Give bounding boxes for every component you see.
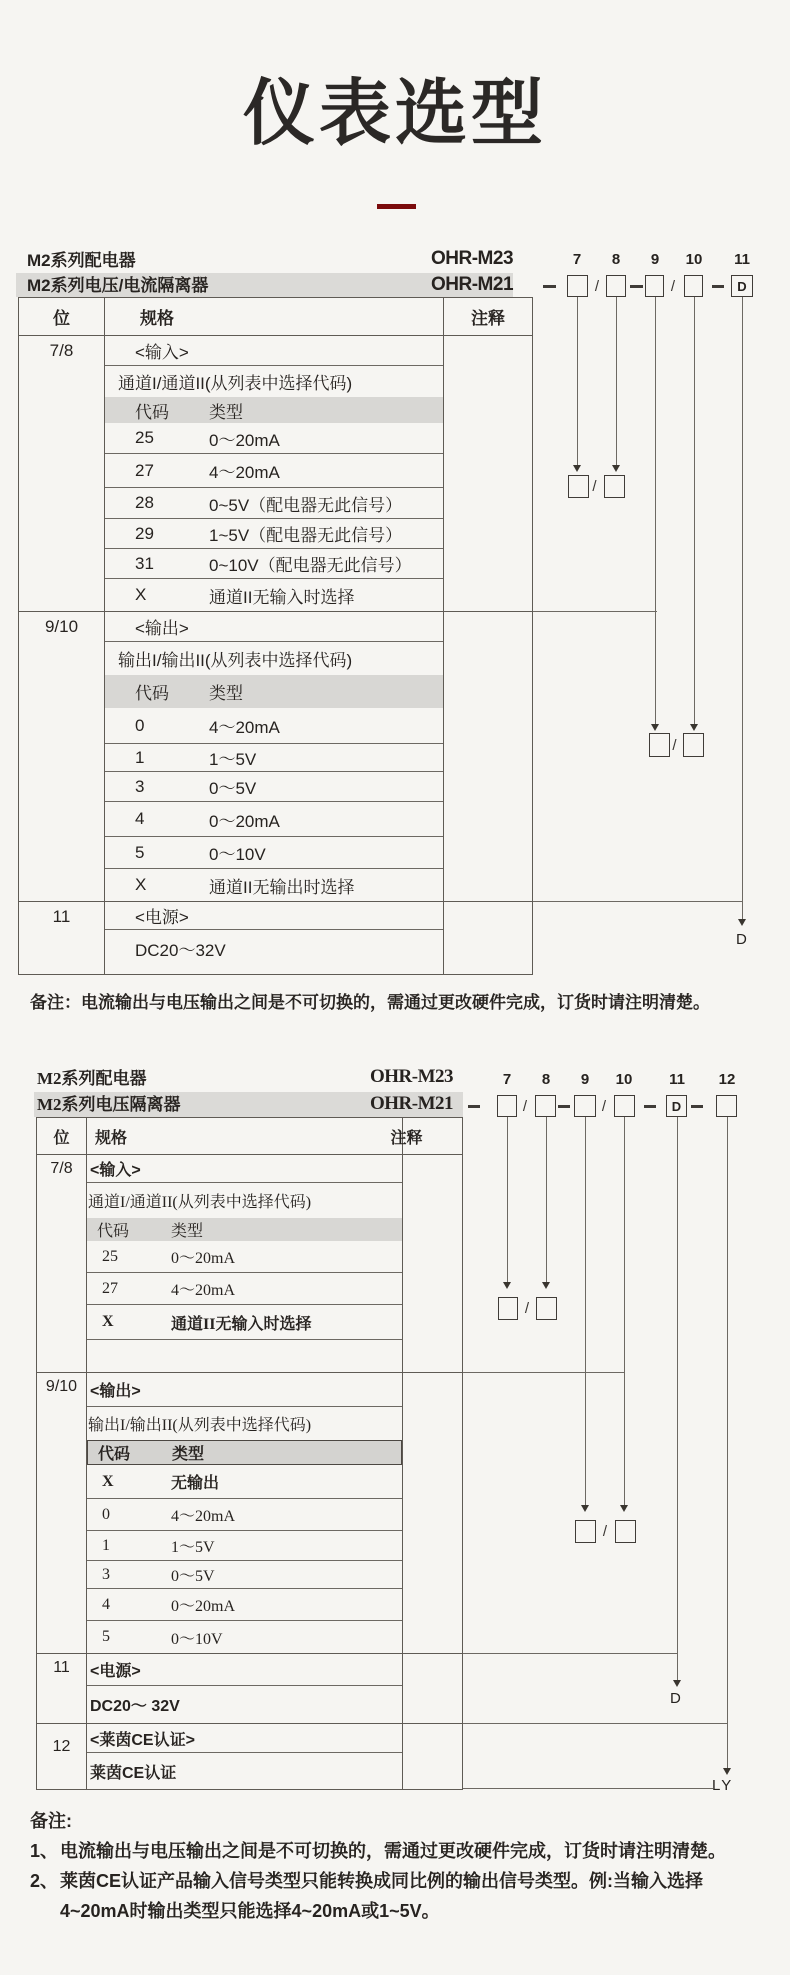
connector-line-7 xyxy=(507,1117,508,1283)
product-model-m23: OHR-M23 xyxy=(431,248,514,269)
row-label: <电源> xyxy=(90,1663,141,1680)
code-row xyxy=(105,423,443,454)
code-row xyxy=(105,549,443,579)
code-row xyxy=(105,802,443,837)
code-box-8 xyxy=(606,275,626,297)
code-value: 4 xyxy=(102,1595,110,1613)
position-cell: 11 xyxy=(37,1654,87,1723)
code-value: 0 xyxy=(102,1505,110,1523)
position-cell: 11 xyxy=(19,902,105,974)
table-group-power xyxy=(37,1653,462,1723)
code-row xyxy=(87,1465,402,1499)
col-header-position: 位 xyxy=(19,298,105,335)
arrow-down-marker xyxy=(503,1282,511,1289)
code-box-7 xyxy=(497,1095,517,1117)
row-subtitle: 输出I/输出II(从列表中选择代码) xyxy=(88,1417,312,1434)
row-extension-line xyxy=(463,1372,624,1373)
table-group-output xyxy=(37,1372,462,1653)
code-value: 28 xyxy=(135,493,154,512)
table-group-power xyxy=(19,901,532,974)
input-callout-box-2 xyxy=(536,1297,557,1320)
row-extension-line xyxy=(463,1653,677,1654)
power-code-label: D xyxy=(736,931,747,948)
code-slash: / xyxy=(522,1097,528,1115)
code-box-10 xyxy=(614,1095,635,1117)
note-number: 1、 xyxy=(30,1841,59,1861)
code-value: 4 xyxy=(135,809,145,828)
power-code-label: D xyxy=(670,1690,681,1707)
code-row xyxy=(87,1499,402,1531)
code-row xyxy=(87,1621,402,1653)
row-extension-line xyxy=(463,1788,713,1789)
code-dash xyxy=(468,1105,480,1108)
note-header-text: 注释 xyxy=(390,1129,423,1147)
digit-label-7: 7 xyxy=(502,1071,512,1088)
position-cell: 12 xyxy=(37,1724,87,1789)
code-row xyxy=(87,1305,402,1340)
product-model-m21: OHR-M21 xyxy=(370,1093,454,1114)
digit-label-8: 8 xyxy=(541,1071,551,1088)
type-value: 0～20mA xyxy=(171,1250,236,1267)
type-value: 1~5V（配电器无此信号） xyxy=(209,526,403,545)
selection-table-2 xyxy=(36,1117,463,1790)
row-subtitle: 通道I/通道II(从列表中选择代码) xyxy=(88,1194,312,1211)
note-number: 2、 xyxy=(30,1871,59,1891)
output-callout-box-2 xyxy=(615,1520,636,1543)
product-name-m23: M2系列配电器 xyxy=(37,1069,147,1088)
code-type-header-row xyxy=(87,1440,402,1465)
code-row xyxy=(87,1241,402,1273)
code-box-11-d: D xyxy=(666,1095,687,1117)
code-slash: / xyxy=(594,277,600,295)
input-callout-box-2 xyxy=(604,475,625,498)
product-name-m21: M2系列电压/电流隔离器 xyxy=(27,276,209,295)
ce-code-label: LY xyxy=(712,1777,734,1794)
type-value: 0~10V（配电器无此信号） xyxy=(209,556,412,575)
code-row xyxy=(105,488,443,519)
code-value: 0 xyxy=(135,715,145,735)
input-callout-box-1 xyxy=(568,475,589,498)
digit-label-11: 11 xyxy=(734,251,750,268)
type-value: 无输出 xyxy=(171,1475,220,1492)
arrow-down-marker xyxy=(581,1505,589,1512)
row-label: <输入> xyxy=(90,1162,141,1179)
table-group-input xyxy=(19,336,532,611)
code-dash xyxy=(644,1105,656,1108)
power-value: DC20～32V xyxy=(135,941,226,960)
code-header: 代码 xyxy=(98,1446,131,1463)
spec-label-row xyxy=(105,902,443,930)
code-box-9 xyxy=(645,275,664,297)
table-group-input xyxy=(37,1155,462,1372)
note-cell xyxy=(402,1155,462,1372)
code-row xyxy=(105,579,443,611)
connector-line-10 xyxy=(694,297,695,725)
code-slash: / xyxy=(524,1300,530,1317)
spacer-row xyxy=(87,1340,402,1372)
digit-label-8: 8 xyxy=(611,251,621,268)
arrow-down-marker xyxy=(723,1768,731,1775)
code-row xyxy=(105,708,443,744)
code-value: X xyxy=(135,585,147,604)
code-box-7 xyxy=(567,275,588,297)
code-value: 3 xyxy=(135,776,145,796)
row-subtitle: 输出I/输出II(从列表中选择代码) xyxy=(118,651,353,670)
type-value: 0～20mA xyxy=(171,1598,236,1615)
digit-label-9: 9 xyxy=(650,251,660,268)
connector-line-9 xyxy=(585,1117,586,1506)
code-value: 1 xyxy=(135,747,145,767)
code-value: X xyxy=(135,875,147,894)
row-extension-line xyxy=(463,1723,727,1724)
type-value: 4～20mA xyxy=(209,718,280,737)
code-type-header-row xyxy=(105,675,443,708)
output-callout-box-2 xyxy=(683,733,704,757)
spec-label-row xyxy=(105,612,443,642)
type-value: 0～20mA xyxy=(209,430,280,450)
code-header: 代码 xyxy=(135,684,169,703)
note-text: 电流输出与电压输出之间是不可切换的，需通过更改硬件完成，订货时请注明清楚。 xyxy=(60,1841,726,1861)
note-item-2 xyxy=(30,1866,735,1926)
product-model-m21: OHR-M21 xyxy=(431,274,514,295)
note-text: 莱茵CE认证产品输入信号类型只能转换成同比例的输出信号类型。例:当输入选择4~20mA时输出类型只能选择4~20mA或1~5V。 xyxy=(60,1871,703,1921)
selection-table-1 xyxy=(18,297,533,975)
title-divider xyxy=(377,204,416,209)
arrow-down-marker xyxy=(542,1282,550,1289)
type-value: 0～5V xyxy=(171,1568,215,1585)
code-row xyxy=(87,1273,402,1305)
code-box-8 xyxy=(535,1095,556,1117)
arrow-down-marker xyxy=(673,1680,681,1687)
digit-label-10: 10 xyxy=(615,1071,633,1088)
code-value: 25 xyxy=(135,428,154,447)
col-header-spec: 规格 xyxy=(95,1129,128,1147)
col-header-note: 注释 xyxy=(443,298,532,335)
position-cell: 7/8 xyxy=(19,336,105,611)
code-slash: / xyxy=(592,478,597,495)
note-cell xyxy=(443,336,532,611)
arrow-down-marker xyxy=(651,724,659,731)
table-header-row xyxy=(19,298,532,336)
type-value: 0～10V xyxy=(171,1630,223,1648)
code-value: 27 xyxy=(135,460,154,480)
row-extension-line xyxy=(533,611,657,612)
type-value: 4～20mA xyxy=(171,1282,236,1299)
code-header: 代码 xyxy=(97,1223,130,1240)
note-cell xyxy=(402,1724,462,1789)
product-name-m23: M2系列配电器 xyxy=(27,251,136,270)
digit-label-12: 12 xyxy=(718,1071,736,1088)
type-value: 0～5V xyxy=(209,779,257,798)
power-value: DC20～ 32V xyxy=(90,1698,180,1715)
col-header-spec: 规格 xyxy=(140,309,174,328)
code-row xyxy=(105,519,443,549)
code-slash: / xyxy=(602,1523,608,1540)
table-header-row xyxy=(37,1118,462,1155)
code-row xyxy=(87,1589,402,1621)
row-label: <输出> xyxy=(90,1383,141,1400)
code-dash xyxy=(712,285,724,288)
arrow-down-marker xyxy=(620,1505,628,1512)
note-cell xyxy=(443,902,532,974)
code-box-11-d: D xyxy=(731,275,753,297)
spec-label-row xyxy=(87,1373,402,1407)
spec-subtitle-row xyxy=(105,642,443,675)
code-row xyxy=(105,454,443,488)
code-row xyxy=(87,1561,402,1589)
connector-line-7 xyxy=(577,297,578,466)
note-item-1 xyxy=(30,1836,735,1866)
type-header: 类型 xyxy=(209,402,243,422)
input-callout-box-1 xyxy=(498,1297,518,1320)
code-dash xyxy=(691,1105,703,1108)
code-value: 3 xyxy=(102,1565,110,1583)
code-dash xyxy=(558,1105,570,1108)
code-value: 1 xyxy=(102,1536,110,1554)
type-value: 0～20mA xyxy=(209,811,280,831)
output-callout-box-1 xyxy=(575,1520,596,1543)
product-name-m21: M2系列电压隔离器 xyxy=(37,1095,181,1114)
col-header-position: 位 xyxy=(37,1118,87,1154)
code-value: 5 xyxy=(135,842,145,862)
type-header: 类型 xyxy=(209,684,243,703)
note-cell xyxy=(443,612,532,901)
notes-title: 备注: xyxy=(30,1811,72,1831)
position-cell: 9/10 xyxy=(37,1373,87,1653)
type-header: 类型 xyxy=(172,1446,205,1463)
digit-label-10: 10 xyxy=(685,251,703,268)
type-value: 1～5V xyxy=(209,750,257,769)
connector-line-9 xyxy=(655,297,656,725)
digit-label-7: 7 xyxy=(572,251,582,268)
position-cell: 7/8 xyxy=(37,1155,87,1372)
spec-label-row xyxy=(87,1724,402,1753)
row-label: <输入> xyxy=(135,343,189,362)
code-value: 29 xyxy=(135,523,154,543)
code-row xyxy=(87,1531,402,1561)
product-model-m23: OHR-M23 xyxy=(370,1066,454,1087)
type-header: 类型 xyxy=(171,1223,204,1240)
spec-subtitle-row xyxy=(87,1407,402,1440)
connector-line-10 xyxy=(624,1117,625,1506)
row-extension-line xyxy=(533,901,742,902)
type-value: 1～5V xyxy=(171,1539,215,1556)
section1-note: 备注：电流输出与电压输出之间是不可切换的，需通过更改硬件完成，订货时请注明清楚。 xyxy=(30,993,710,1012)
connector-line-8 xyxy=(546,1117,547,1283)
type-value: 通道II无输出时选择 xyxy=(209,877,355,897)
row-label: <电源> xyxy=(135,908,189,927)
code-value: X xyxy=(102,1472,114,1490)
spec-label-row xyxy=(87,1155,402,1183)
code-slash: / xyxy=(672,736,677,754)
code-value: X xyxy=(102,1313,114,1330)
code-row xyxy=(105,869,443,901)
ce-value: 莱茵CE认证 xyxy=(90,1764,177,1782)
connector-line-12 xyxy=(727,1117,728,1769)
note-cell xyxy=(402,1373,462,1653)
connector-line-11 xyxy=(677,1117,678,1681)
code-value: 5 xyxy=(102,1628,110,1645)
note-cell xyxy=(402,1654,462,1723)
row-subtitle: 通道I/通道II(从列表中选择代码) xyxy=(118,374,353,393)
code-value: 31 xyxy=(135,553,154,573)
page-title: 仪表选型 xyxy=(242,74,547,154)
type-value: 0～10V xyxy=(209,845,266,864)
power-value-row xyxy=(87,1686,402,1723)
connector-line-8 xyxy=(616,297,617,466)
table-group-output xyxy=(19,611,532,901)
spec-subtitle-row xyxy=(105,366,443,397)
connector-line-11 xyxy=(742,297,743,920)
arrow-down-marker xyxy=(612,465,620,472)
type-value: 4～20mA xyxy=(209,463,280,482)
ce-value-row xyxy=(87,1753,402,1789)
code-box-10 xyxy=(684,275,703,297)
code-type-header-row xyxy=(87,1218,402,1241)
row-label: <莱茵CE认证> xyxy=(90,1731,195,1749)
code-value: 27 xyxy=(102,1279,118,1297)
code-type-header-row xyxy=(105,397,443,423)
spec-subtitle-row xyxy=(87,1183,402,1218)
code-dash xyxy=(543,285,556,288)
digit-label-9: 9 xyxy=(580,1071,590,1088)
code-dash xyxy=(630,285,643,288)
power-value-row xyxy=(105,930,443,974)
table-group-ce xyxy=(37,1723,462,1789)
type-value: 4～20mA xyxy=(171,1508,236,1525)
type-value: 通道II无输入时选择 xyxy=(209,587,355,607)
spec-label-row xyxy=(105,336,443,366)
type-value: 通道II无输入时选择 xyxy=(171,1315,312,1333)
code-slash: / xyxy=(670,277,676,295)
code-slash: / xyxy=(601,1097,607,1115)
arrow-down-marker xyxy=(690,724,698,731)
output-callout-box-1 xyxy=(649,733,670,757)
row-label: <输出> xyxy=(135,619,189,638)
position-cell: 9/10 xyxy=(19,612,105,901)
code-row xyxy=(105,744,443,772)
spec-label-row xyxy=(87,1654,402,1686)
footer-notes xyxy=(30,1806,735,1926)
code-box-9 xyxy=(574,1095,596,1117)
arrow-down-marker xyxy=(738,919,746,926)
digit-label-11: 11 xyxy=(669,1071,685,1088)
code-row xyxy=(105,837,443,869)
col-header-note xyxy=(390,1118,462,1154)
code-row xyxy=(105,772,443,802)
arrow-down-marker xyxy=(573,465,581,472)
code-header: 代码 xyxy=(135,402,169,422)
code-value: 25 xyxy=(102,1247,118,1265)
code-box-12 xyxy=(716,1095,737,1117)
type-value: 0~5V（配电器无此信号） xyxy=(209,495,403,515)
